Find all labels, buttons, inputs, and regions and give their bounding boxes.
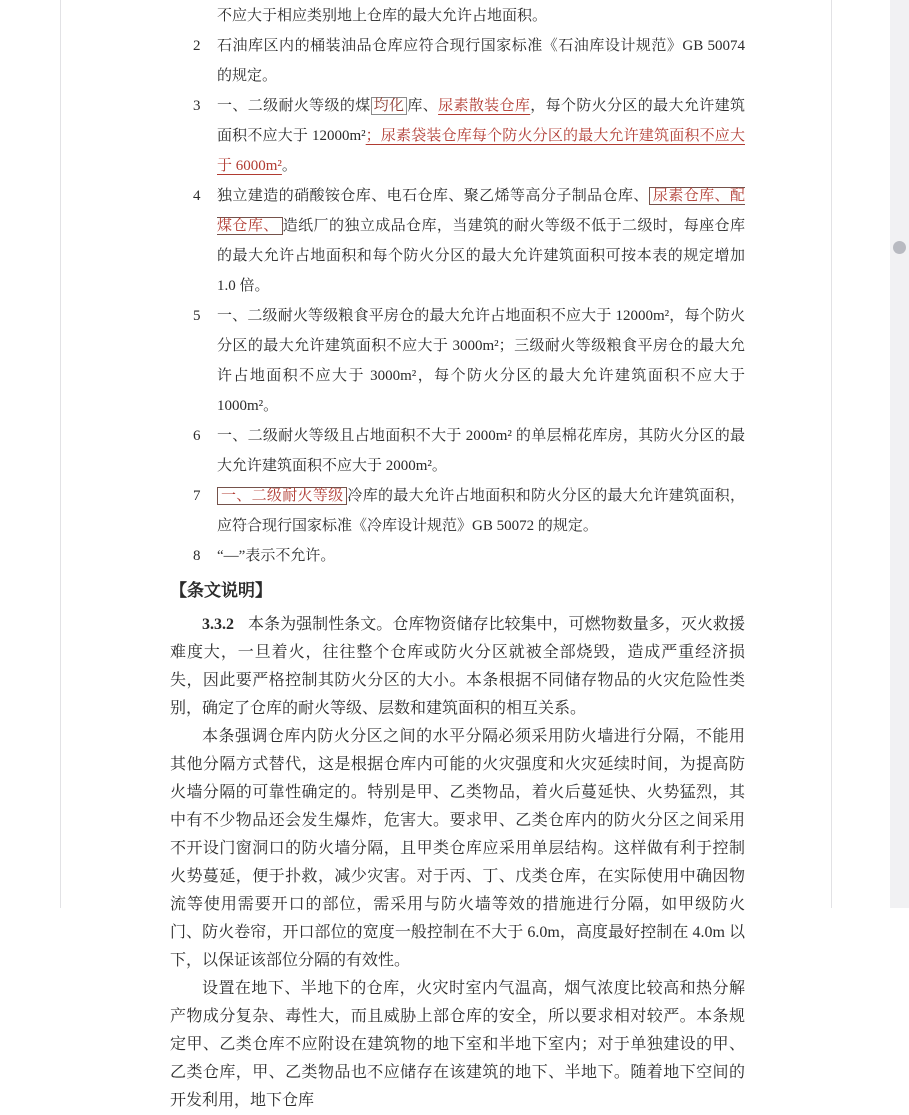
list-item xyxy=(60,1,745,31)
paragraph: 本条强调仓库内防火分区之间的水平分隔必须采用防火墙进行分隔，不能用其他分隔方式替代，这是根据仓库内可能的火灾强度和火灾延续时间，为提高防火墙分隔的可靠性确定的。特别是甲、乙类物品，着火后蔓延快、火势猛烈，其中有不少物品还会发生爆炸，危害大。要求甲、乙类仓库内的防火分区之间采用不开设门窗洞口的防火墙分隔，且甲类仓库应采用单层结构。这样做有利于控制火势蔓延，便于扑救，减少灾害。对于丙、丁、戊类仓库，在实际使用中确因物流等使用需要开口的部位，需采用与防火墙等效的措施进行分隔，如甲级防火门、防火卷帘，开口部位的宽度一般控制在不大于 6.0m，高度最好控制在 4.0m 以下，以保证该部位分隔的有效性。 xyxy=(170,723,745,975)
list-item-number: 8 xyxy=(193,541,201,571)
text-segment: 。 xyxy=(282,158,297,174)
text-segment: 造纸厂的独立成品仓库，当建筑的耐火等级不低于二级时，每座仓库的最大允许占地面积和每个防火分区的最大允许建筑面积可按本表的规定增加 1.0 倍。 xyxy=(217,218,745,294)
list-item-number: 7 xyxy=(193,481,201,511)
text-segment: “—”表示不允许。 xyxy=(217,548,335,564)
scrollbar-track[interactable] xyxy=(890,0,909,908)
list-item xyxy=(60,481,745,541)
revision-marked-segment: 均化 xyxy=(371,97,408,115)
document-page xyxy=(60,0,832,1115)
numbered-list xyxy=(60,0,832,571)
list-item-number: 5 xyxy=(193,301,201,331)
list-item xyxy=(60,301,745,421)
text-segment: 独立建造的硝酸铵仓库、电石仓库、聚乙烯等高分子制品仓库、 xyxy=(217,188,649,204)
list-item xyxy=(60,421,745,481)
list-item xyxy=(60,541,745,571)
list-item-number: 4 xyxy=(193,181,201,211)
list-item-number: 6 xyxy=(193,421,201,451)
text-segment: 一、二级耐火等级的煤 xyxy=(217,98,371,114)
explanation-paragraphs xyxy=(170,611,745,1115)
text-segment: 不应大于相应类别地上仓库的最大允许占地面积。 xyxy=(217,8,547,24)
text-segment: 库、 xyxy=(407,98,438,114)
text-segment: 冷库的最大允许占地面积和防火分区的最大允许建筑面积，应符合现行国家标准《冷库设计规范》GB 50072 的规定。 xyxy=(217,488,745,534)
clause-number: 3.3.2 xyxy=(202,616,234,633)
revision-marked-segment: ；尿素袋装仓库每个防火分区的最大允许建筑面积不应大于 6000m² xyxy=(217,128,745,174)
text-segment: 一、二级耐火等级粮食平房仓的最大允许占地面积不应大于 12000m²，每个防火分区的最大允许建筑面积不应大于 3000m²；三级耐火等级粮食平房仓的最大允许占地面积不应大于 3000m²，每个防火分区的最大允许建筑面积不应大于 1000m²。 xyxy=(217,308,745,414)
list-item-number: 2 xyxy=(193,31,201,61)
revision-marked-segment: 一、二级耐火等级 xyxy=(217,487,347,505)
list-item xyxy=(60,31,745,91)
list-item xyxy=(60,181,745,301)
section-heading: 【条文说明】 xyxy=(170,581,832,601)
list-item-number: 3 xyxy=(193,91,201,121)
list-item xyxy=(60,91,745,181)
text-segment: 一、二级耐火等级且占地面积不大于 2000m² 的单层棉花库房，其防火分区的最大允许建筑面积不应大于 2000m²。 xyxy=(217,428,745,474)
text-segment: ，每个防火分区的最大允许建筑面积不应大于 12000m² xyxy=(217,98,745,144)
paragraph: 3.3.2 本条为强制性条文。仓库物资储存比较集中，可燃物数量多，灭火救援难度大，一旦着火，往往整个仓库或防火分区就被全部烧毁，造成严重经济损失，因此要严格控制其防火分区的大小。本条根据不同储存物品的火灾危险性类别，确定了仓库的耐火等级、层数和建筑面积的相互关系。 xyxy=(170,611,745,723)
revision-marked-segment: 尿素散装仓库 xyxy=(438,98,530,114)
paragraph: 设置在地下、半地下的仓库，火灾时室内气温高，烟气浓度比较高和热分解产物成分复杂、毒性大，而且威胁上部仓库的安全，所以要求相对较严。本条规定甲、乙类仓库不应附设在建筑物的地下室和半地下室内；对于单独建设的甲、乙类仓库，甲、乙类物品也不应储存在该建筑的地下、半地下。随着地下空间的开发利用，地下仓库 xyxy=(170,975,745,1115)
scrollbar-thumb[interactable] xyxy=(893,241,906,254)
text-segment: 石油库区内的桶装油品仓库应符合现行国家标准《石油库设计规范》GB 50074 的规定。 xyxy=(217,38,745,84)
revision-marked-segment: 尿素仓库、配煤仓库、 xyxy=(217,187,745,235)
